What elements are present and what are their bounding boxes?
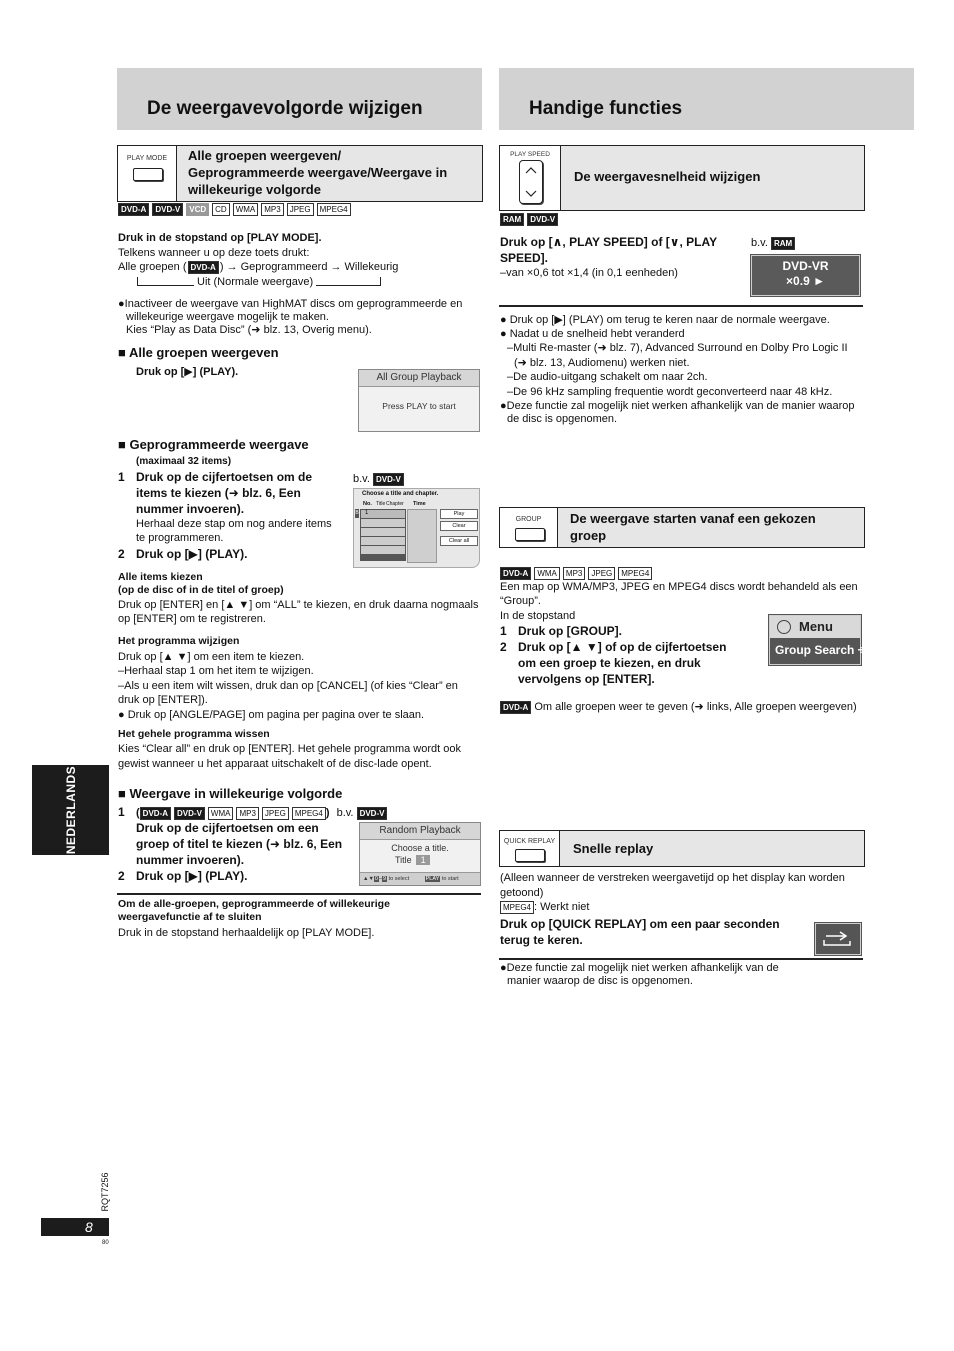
format-tag: JPEG	[287, 203, 314, 216]
random-screen-footer	[360, 872, 480, 885]
program-time-area	[407, 509, 437, 563]
doc-code-text: RQT7256	[100, 1172, 110, 1212]
language-side-tab	[32, 765, 109, 855]
play-key: PLAY	[425, 876, 440, 882]
menu-icon	[777, 620, 791, 634]
change-head: Het programma wijzigen	[118, 635, 240, 647]
example-prefix: b.v.	[751, 237, 768, 249]
screen-text: Press PLAY to start	[382, 401, 456, 411]
screen-title: All Group Playback	[359, 370, 479, 387]
change-line-3: –Als u een item wilt wissen, druk dan op [CANCEL] (of kies “Clear” en	[118, 680, 458, 692]
title-value-box[interactable]: 1	[416, 855, 430, 865]
select-hint: to select	[388, 876, 410, 882]
replay-mpeg4-text: : Werkt niet	[534, 901, 590, 913]
clear-button[interactable]: Clear	[440, 521, 478, 531]
play-mode-box-title-3: willekeurige volgorde	[188, 182, 321, 197]
replay-divider	[499, 958, 863, 960]
speed-note-2: ● Nadat u de snelheid hebt veranderd	[500, 328, 685, 340]
screen-title: Random Playback	[360, 823, 480, 840]
program-step1-line1: Druk op de cijfertoetsen om de	[136, 470, 313, 484]
replay-text-2: getoond)	[500, 887, 544, 899]
program-list-row[interactable]	[361, 537, 405, 545]
format-tag: RAM	[500, 213, 524, 226]
col-chapter: Chapter	[386, 501, 404, 507]
group-button-icon	[515, 528, 545, 541]
format-tag: JPEG	[588, 567, 615, 580]
speed-divider	[499, 305, 863, 307]
format-tag: WMA	[534, 567, 560, 580]
menu-row	[770, 616, 860, 638]
clear-all-line-1: Kies “Clear all” en druk op [ENTER]. Het gehele programma wordt ook	[118, 743, 461, 755]
replay-text-1: (Alleen wanneer de verstreken weergavetijd op het display kan worden	[500, 872, 845, 884]
all-groups-step: Druk op [▶] (PLAY).	[136, 366, 239, 378]
speed-note-1: ● Druk op [▶] (PLAY) om terug te keren naar de normale weergave.	[500, 314, 830, 326]
arrows-key: ▲▼	[363, 876, 374, 882]
format-tag: DVD-V	[527, 213, 558, 226]
left-divider	[117, 893, 481, 895]
group-menu-display	[769, 615, 871, 665]
format-tag: WMA	[208, 807, 234, 820]
doc-code	[97, 1172, 113, 1212]
format-tag: CD	[212, 203, 230, 216]
menu-label: Menu	[799, 619, 833, 634]
random-step2: Druk op [▶] (PLAY).	[136, 869, 248, 883]
format-tag: MP3	[261, 203, 283, 216]
program-step1-num: 1	[118, 470, 125, 484]
program-heading: ■ Geprogrammeerde weergave	[118, 437, 309, 452]
program-list-row[interactable]	[361, 519, 405, 527]
quick-replay-button-icon	[515, 849, 545, 862]
play-mode-box	[117, 145, 483, 202]
row1-no: 1	[365, 510, 369, 516]
format-tag: DVD-A	[500, 567, 531, 580]
format-tag: VCD	[186, 203, 209, 216]
all-group-playback-screen	[358, 369, 480, 432]
col-title: Title	[376, 501, 386, 507]
group-box-title-2: groep	[570, 528, 607, 543]
quick-replay-arrow-icon	[816, 924, 860, 954]
paren-close: )	[325, 807, 330, 819]
play-mode-box-title-2: Geprogrammeerde weergave/Weergave in	[188, 165, 448, 180]
small-code: 80	[102, 1240, 109, 1246]
play-mode-box-title-1: Alle groepen weergeven/	[188, 148, 342, 163]
group-icon-cell	[500, 508, 558, 547]
format-tag: JPEG	[262, 807, 289, 820]
speed-note-5: –De audio-uitgang schakelt om naar 2ch.	[507, 371, 708, 383]
program-screen	[353, 488, 480, 568]
random-playback-screen	[359, 822, 481, 886]
language-label: NEDERLANDS	[63, 765, 78, 855]
start-hint: to start	[441, 876, 459, 882]
format-tag: WMA	[233, 203, 259, 216]
mode-cycle-part2: ) → Geprogrammeerd → Willekeurig	[219, 261, 399, 273]
format-tag: MP3	[236, 807, 258, 820]
random-step1-line3: nummer invoeren).	[136, 853, 245, 867]
program-step1-line2: items te kiezen (➜ blz. 6, Een	[136, 486, 301, 500]
group-step2-line2: om een groep te kiezen, en druk	[518, 656, 701, 670]
replay-instruction-1: Druk op [QUICK REPLAY] om een paar seconden	[500, 917, 780, 931]
clear-all-button[interactable]: Clear all	[440, 536, 478, 546]
group-box-title-1: De weergave starten vanaf een gekozen	[570, 511, 816, 526]
rocker-arrows-icon	[520, 161, 542, 203]
group-step1-num: 1	[500, 624, 507, 638]
group-text-3: In de stopstand	[500, 610, 576, 622]
random-title-field	[395, 855, 430, 865]
cancel-text: Druk in de stopstand herhaaldelijk op [PLAY MODE].	[118, 927, 375, 939]
program-list-row[interactable]	[361, 546, 405, 554]
title-label: Title	[395, 855, 412, 865]
speed-display	[751, 255, 860, 296]
random-step1-line1: Druk op de cijfertoetsen om een	[136, 821, 319, 835]
quick-replay-icon-label: QUICK REPLAY	[503, 838, 556, 845]
highmat-note-3: Kies “Play as Data Disc” (➜ blz. 13, Overig menu).	[126, 324, 372, 336]
group-text-2: “Group”.	[500, 595, 541, 607]
play-speed-rocker-icon	[519, 160, 543, 204]
format-tag: MPEG4	[500, 901, 534, 914]
quick-replay-box	[499, 830, 865, 867]
program-side-marker: B	[355, 510, 359, 516]
replay-mpeg4-note	[500, 900, 589, 914]
play-speed-icon-cell	[500, 146, 561, 210]
speed-example	[751, 236, 798, 250]
group-step1: Druk op [GROUP].	[518, 624, 622, 638]
program-step1-line3: nummer invoeren).	[136, 502, 245, 516]
select-all-head-1: Alle items kiezen	[118, 571, 203, 583]
program-step2: Druk op [▶] (PLAY).	[136, 547, 248, 561]
group-format-tags	[500, 567, 655, 580]
random-example-prefix: b.v.	[336, 807, 354, 819]
format-tag: DVD-V	[373, 473, 404, 486]
speed-note-7: ●Deze functie zal mogelijk niet werken afhankelijk van de manier waarop	[500, 400, 855, 412]
col-no: No.	[363, 501, 372, 507]
highmat-note-2: willekeurige weergave mogelijk te maken.	[126, 311, 329, 323]
group-step2-num: 2	[500, 640, 507, 654]
play-mode-icon-label: PLAY MODE	[126, 155, 168, 162]
play-speed-box-title: De weergavesnelheid wijzigen	[574, 169, 761, 184]
format-tag: RAM	[771, 237, 795, 250]
replay-note-2: manier waarop de disc is opgenomen.	[507, 975, 693, 987]
format-tag: DVD-A	[188, 261, 219, 274]
left-format-tags	[118, 203, 354, 216]
group-foot-note	[500, 700, 857, 714]
key-0: 0	[374, 876, 378, 882]
group-box	[499, 507, 865, 548]
speed-note-4: (➜ blz. 13, Audiomenu) werken niet.	[514, 357, 690, 369]
play-mode-button-icon	[133, 168, 163, 181]
stop-instruction: Druk in de stopstand op [PLAY MODE].	[118, 232, 322, 244]
program-screen-title: Choose a title and chapter.	[362, 491, 439, 497]
cancel-head-2: weergavefunctie af te sluiten	[118, 911, 262, 923]
play-speed-icon-label: PLAY SPEED	[510, 151, 550, 158]
play-mode-icon-cell	[118, 146, 177, 201]
each-press-text: Telkens wanneer u op deze toets drukt:	[118, 247, 310, 259]
change-line-5: ● Druk op [ANGLE/PAGE] om pagina per pagina over te slaan.	[118, 709, 425, 721]
display-speed: ×0.9 ►	[786, 274, 825, 288]
random-step2-num: 2	[118, 869, 125, 883]
group-foot-text: Om alle groepen weer te geven (➜ links, Alle groepen weergeven)	[534, 701, 857, 713]
group-text-1: Een map op WMA/MP3, JPEG en MPEG4 discs wordt behandeld als een	[500, 581, 858, 593]
quick-replay-icon-cell	[500, 831, 560, 866]
format-tag: DVD-A	[118, 203, 149, 216]
clear-all-line-2: gewist wanneer u het apparaat uitschakelt of de disc-lade opent.	[118, 758, 432, 770]
format-tag: DVD-V	[357, 807, 388, 820]
group-search-label[interactable]: Group Search ÷1	[775, 643, 871, 657]
key-9: 9	[383, 876, 387, 882]
random-step1-num: 1	[118, 805, 125, 819]
clear-all-head: Het gehele programma wissen	[118, 728, 270, 740]
highmat-note-1: ●Inactiveer de weergave van HighMAT discs om geprogrammeerde en	[118, 298, 463, 310]
group-step2-line3: vervolgens op [ENTER].	[518, 672, 655, 686]
select-all-text-1: Druk op [ENTER] en [▲ ▼] om “ALL” te kiezen, en druk daarna nogmaals	[118, 599, 479, 611]
change-line-2: –Herhaal stap 1 om het item te wijzigen.	[118, 665, 314, 677]
right-header-bar	[499, 68, 914, 130]
format-tag: DVD-A	[140, 807, 171, 820]
paren-open: (	[136, 807, 140, 819]
page-number: 8	[85, 1219, 93, 1235]
mode-cycle	[118, 260, 398, 274]
cancel-head-1: Om de alle-groepen, geprogrammeerde of willekeurige	[118, 898, 390, 910]
speed-instruction-1: Druk op [∧, PLAY SPEED] of [∨, PLAY	[500, 235, 718, 249]
example-prefix: b.v.	[353, 473, 370, 485]
left-section-title: De weergavevolgorde wijzigen	[147, 98, 423, 119]
format-tag: MPEG4	[292, 807, 326, 820]
program-step1-note1: Herhaal deze stap om nog andere items	[136, 518, 332, 530]
play-button[interactable]: Play	[440, 509, 478, 519]
left-header-bar	[117, 68, 482, 130]
all-groups-heading: ■ Alle groepen weergeven	[118, 345, 279, 360]
program-max: (maximaal 32 items)	[136, 456, 232, 467]
speed-note-6: –De 96 kHz sampling frequentie wordt geconverteerd naar 48 kHz.	[507, 386, 833, 398]
display-mode: DVD-VR	[782, 259, 829, 273]
key-dash: –	[378, 876, 383, 882]
replay-note-1: ●Deze functie zal mogelijk niet werken afhankelijk van de	[500, 962, 779, 974]
random-screen-line: Choose a title.	[391, 843, 449, 853]
program-step2-num: 2	[118, 547, 125, 561]
speed-range: –van ×0,6 tot ×1,4 (in 0,1 eenheden)	[500, 267, 678, 279]
mode-cycle-part1: Alle groepen (	[118, 261, 187, 273]
speed-instruction-2: SPEED].	[500, 251, 549, 265]
speed-format-tags	[500, 213, 561, 226]
right-section-title: Handige functies	[529, 98, 683, 119]
program-example-label	[353, 472, 407, 486]
quick-replay-box-title: Snelle replay	[573, 841, 654, 856]
format-tag: DVD-V	[152, 203, 183, 216]
replay-instruction-2: terug te keren.	[500, 933, 583, 947]
col-time: Time	[413, 501, 426, 507]
format-tag: MP3	[563, 567, 585, 580]
group-step2-line1: Druk op [▲ ▼] of op de cijfertoetsen	[518, 640, 727, 654]
select-all-head-2: (op de disc of in de titel of groep)	[118, 584, 284, 596]
program-step1-note2: te programmeren.	[136, 532, 224, 544]
format-tag: DVD-V	[174, 807, 205, 820]
select-all-text-2: op [ENTER] om te registreren.	[118, 613, 266, 625]
play-speed-box	[499, 145, 865, 211]
format-tag: MPEG4	[618, 567, 652, 580]
change-line-4: druk op [ENTER]).	[118, 694, 208, 706]
quick-replay-display	[815, 923, 861, 955]
random-step1-tags	[136, 806, 390, 820]
group-icon-label: GROUP	[515, 516, 542, 523]
speed-note-8: de disc is opgenomen.	[507, 413, 618, 425]
format-tag: MPEG4	[317, 203, 351, 216]
format-tag: DVD-A	[500, 701, 531, 714]
mode-cycle-off: Uit (Normale weergave)	[194, 275, 316, 289]
change-line-1: Druk op [▲ ▼] om een item te kiezen.	[118, 651, 305, 663]
program-list-row[interactable]	[361, 528, 405, 536]
speed-note-3: –Multi Re-master (➜ blz. 7), Advanced Surround en Dolby Pro Logic II	[507, 342, 848, 354]
random-heading: ■ Weergave in willekeurige volgorde	[118, 786, 343, 801]
random-step1-line2: groep of titel te kiezen (➜ blz. 6, Een	[136, 837, 343, 851]
page-number-bar	[41, 1218, 109, 1236]
